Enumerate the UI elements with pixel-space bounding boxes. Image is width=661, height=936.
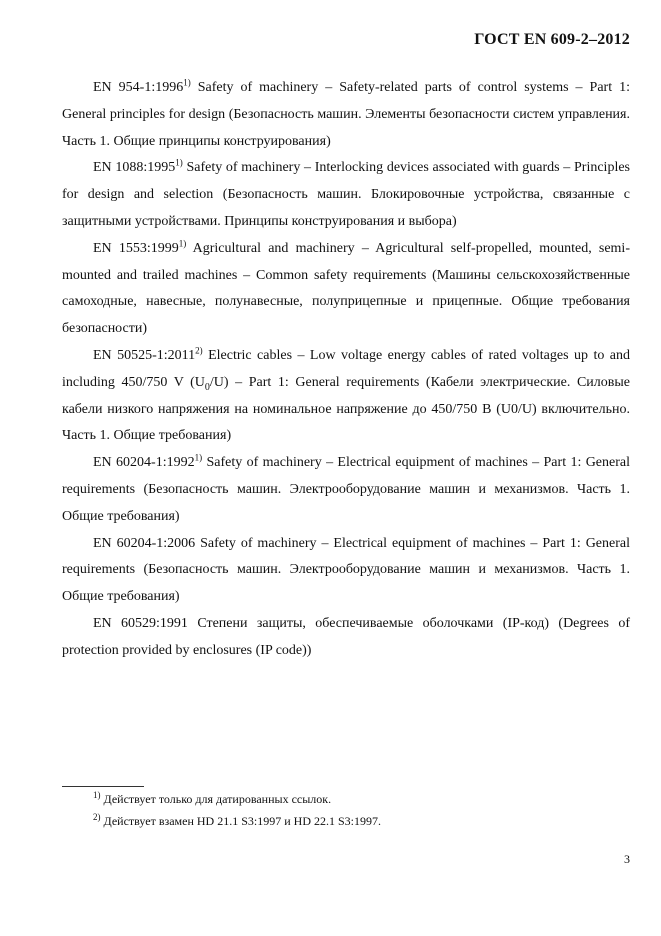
reference-code: EN 954-1:1996: [93, 80, 184, 95]
reference-text: Agricultural and machinery – Agricultural self-propelled, mounted, semi-mounted and trailed machines – Common safety requirements (Машины сельскохозяйственные самоходные, навесные, полунавесные, полуприцепные и прицепные. Общие требования безопасности): [62, 240, 630, 337]
footnote-mark: 1): [178, 238, 187, 249]
reference-text: Safety of machinery – Electrical equipment of machines – Part 1: General requirements (Безопасность машин. Электрооборудование машин и механизмов. Часть 1. Общие требования): [62, 455, 631, 524]
footnote-text: Действует только для датированных ссылок.: [100, 792, 332, 806]
reference-code: EN 50525-1:2011: [93, 347, 196, 363]
reference-text: Electric cables – Low voltage energy cables of rated voltages up to and including 450/750 V (U: [62, 347, 630, 390]
reference-text: Safety of machinery – Electrical equipment of machines – Part 1: General requirements (Безопасность машин. Электрооборудование машин и механизмов. Часть 1. Общие требования): [62, 535, 631, 605]
reference-text: Степени защиты, обеспечиваемые оболочками (IP-код) (Degrees of protection provided by enclosures (IP code)): [62, 615, 630, 658]
document-code-header: ГОСТ EN 609-2–2012: [474, 31, 630, 48]
footnote-text: Действует взамен HD 21.1 S3:1997 и HD 22.1 S3:1997.: [100, 814, 381, 828]
reference-code: EN 60529:1991: [93, 615, 188, 631]
reference-code: EN 1088:1995: [93, 160, 176, 176]
reference-text-continued: /U) – Part 1: General requirements (Кабели электрические. Силовые кабели низкого напряжения на номинальное напряжение до 450/750 В (U0/U) включительно. Часть 1. Общие требования): [62, 374, 630, 444]
reference-item: [62, 531, 630, 611]
footnotes: [62, 788, 630, 832]
reference-code: EN 1553:1999: [93, 240, 179, 256]
footnote: [62, 788, 630, 810]
page-number: 3: [624, 852, 630, 866]
footnote-divider: [62, 786, 144, 787]
reference-item: [62, 236, 630, 343]
voltage-subscript: 0: [204, 381, 210, 393]
reference-item: [62, 611, 630, 665]
normative-references-list: [62, 75, 630, 665]
reference-text: Safety of machinery – Interlocking devices associated with guards – Principles for design and selection (Безопасность машин. Блокировочные устройства, связанные с защитными устройствами. Принципы конструирования и выбора): [62, 160, 630, 229]
footnote-mark: 1): [183, 77, 191, 88]
footnote-mark: 1): [93, 790, 101, 800]
footnote: [62, 810, 630, 832]
footnote-mark: 2): [93, 812, 101, 822]
reference-item: [62, 155, 630, 235]
reference-item: [62, 75, 630, 155]
reference-code: EN 60204-1:2006: [93, 535, 196, 551]
footnote-mark: 1): [175, 157, 183, 168]
reference-text: Safety of machinery – Safety-related parts of control systems – Part 1: General principles for design (Безопасность машин. Элементы безопасности систем управления. Часть 1. Общие принципы конструирования): [62, 80, 630, 149]
footnote-mark: 1): [194, 452, 203, 463]
footnote-mark: 2): [195, 345, 203, 356]
reference-item: [62, 450, 630, 530]
reference-code: EN 60204-1:1992: [93, 455, 195, 471]
reference-item: [62, 343, 630, 450]
